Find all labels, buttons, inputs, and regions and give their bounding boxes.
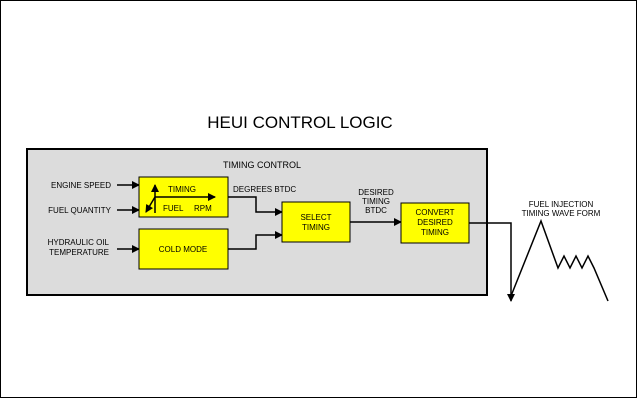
select-timing-label: TIMING — [302, 223, 330, 232]
map-timing-label: TIMING — [168, 185, 196, 194]
convert-label: CONVERT — [415, 208, 455, 217]
convert-timing-label: TIMING — [421, 228, 449, 237]
desired-label: DESIRED — [358, 188, 394, 197]
cold-mode-label: COLD MODE — [158, 245, 208, 254]
timing-waveform — [511, 221, 608, 301]
timing-control-label: TIMING CONTROL — [223, 160, 301, 170]
desired-btdc-label: BTDC — [365, 206, 387, 215]
timing-wave-form-label: TIMING WAVE FORM — [521, 209, 601, 218]
map-fuel-label: FUEL — [163, 204, 184, 213]
fuel-injection-label: FUEL INJECTION — [528, 200, 594, 209]
desired-timing-label: TIMING — [362, 197, 390, 206]
hydraulic-oil-label: HYDRAULIC OIL — [47, 238, 109, 247]
select-label: SELECT — [300, 213, 332, 222]
engine-speed-label: ENGINE SPEED — [50, 181, 111, 190]
fuel-quantity-label: FUEL QUANTITY — [48, 206, 111, 215]
select-timing-block — [282, 202, 350, 242]
map-rpm-label: RPM — [194, 204, 212, 213]
degrees-btdc-label: DEGREES BTDC — [233, 185, 297, 194]
diagram-title: HEUI CONTROL LOGIC — [207, 113, 393, 132]
convert-desired-label: DESIRED — [417, 218, 453, 227]
temperature-label: TEMPERATURE — [49, 248, 109, 257]
